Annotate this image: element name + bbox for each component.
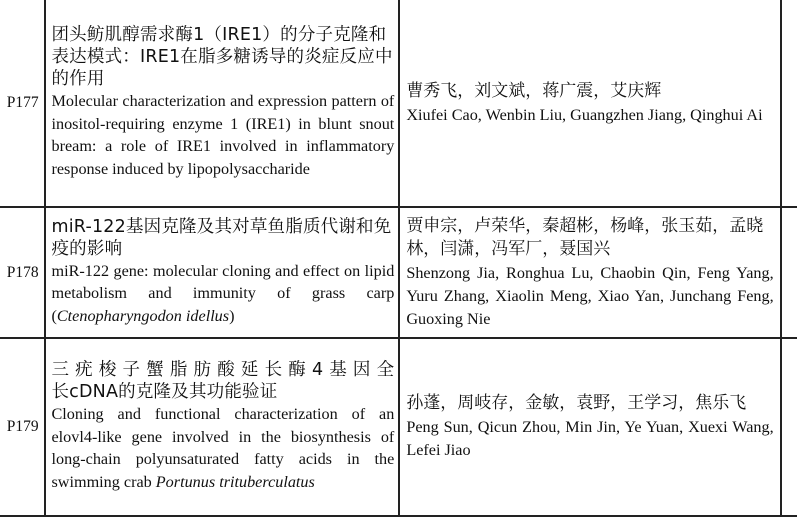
species-name: Portunus trituberculatus bbox=[155, 472, 315, 491]
authors-chinese: 曹秀飞，刘文斌，蒋广震，艾庆辉 bbox=[406, 80, 662, 101]
authors-cell bbox=[399, 0, 780, 207]
table-row bbox=[0, 338, 797, 516]
title-english-text: miR-122 gene: molecular cloning and effect on lipid metabolism and immunity of grass carp ( bbox=[51, 261, 395, 325]
edge-cell bbox=[781, 0, 797, 207]
authors-cell bbox=[399, 207, 780, 338]
row-id: P178 bbox=[0, 207, 45, 338]
row-id: P177 bbox=[0, 0, 45, 207]
table-row bbox=[0, 207, 797, 338]
title-chinese-line1: 三疣梭子蟹脂肪酸延长酶4基因全 bbox=[51, 360, 395, 380]
title-chinese-line2: 长cDNA的克隆及其功能验证 bbox=[51, 382, 278, 402]
table-row bbox=[0, 0, 797, 207]
title-english: Molecular characterization and expression pattern of inositol-requiring enzyme 1 (IRE1) in blunt snout bream: a role of IRE1 involved in inflammatory response induced by lipopolysaccharide bbox=[51, 92, 395, 178]
title-cell bbox=[45, 207, 399, 338]
authors-english: Peng Sun, Qicun Zhou, Min Jin, Ye Yuan, Xuexi Wang, Lefei Jiao bbox=[406, 418, 774, 459]
authors-chinese: 孙蓬，周岐存，金敏，袁野，王学习，焦乐飞 bbox=[406, 393, 747, 413]
authors-english: Xiufei Cao, Wenbin Liu, Guangzhen Jiang, Qinghui Ai bbox=[406, 105, 763, 124]
title-english-end: ) bbox=[229, 306, 235, 325]
species-name: Ctenopharyngodon idellus bbox=[56, 306, 230, 325]
edge-cell bbox=[781, 207, 797, 338]
title-cell bbox=[45, 0, 399, 207]
title-english bbox=[51, 403, 394, 493]
title-cell bbox=[45, 338, 399, 516]
authors-english: Shenzong Jia, Ronghua Lu, Chaobin Qin, Feng Yang, Yuru Zhang, Xiaolin Meng, Xiao Yan, Junchang Feng, Guoxing Nie bbox=[406, 263, 774, 328]
authors-chinese: 贾申宗，卢荣华，秦超彬，杨峰，张玉茹，孟晓林，闫潇，冯军厂，聂国兴 bbox=[406, 215, 764, 259]
authors-cell bbox=[399, 338, 780, 516]
title-english bbox=[51, 260, 394, 328]
row-id: P179 bbox=[0, 338, 45, 516]
title-english-text: Cloning and functional characterization of an elovl4-like gene involved in the biosynthesis of long-chain polyunsaturated fatty acids in the swimming crab bbox=[51, 405, 395, 491]
title-chinese: miR-122基因克隆及其对草鱼脂质代谢和免疫的影响 bbox=[51, 216, 392, 259]
edge-cell bbox=[781, 338, 797, 516]
title-chinese: 团头鲂肌醇需求酶1（IRE1）的分子克隆和表达模式：IRE1在脂多糖诱导的炎症反应中的作用 bbox=[51, 25, 393, 89]
